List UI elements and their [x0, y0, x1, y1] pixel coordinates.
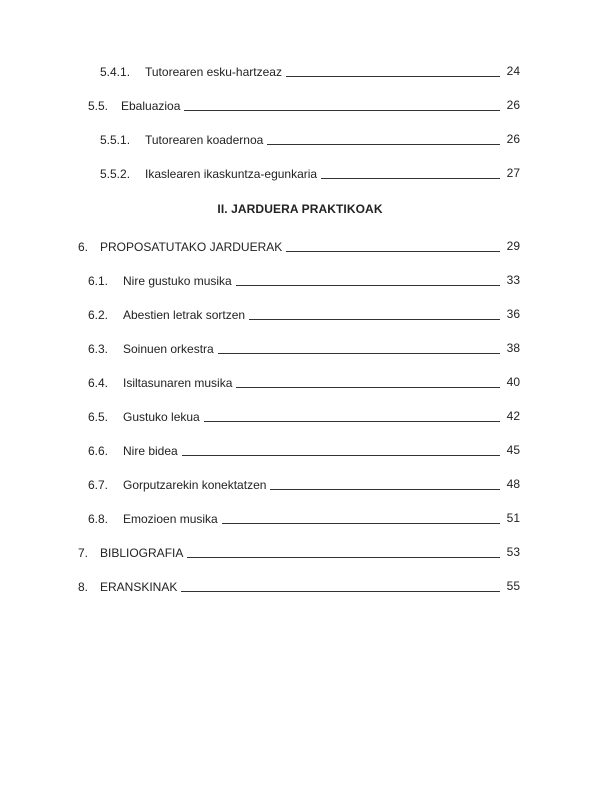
- toc-entry-page: 27: [506, 166, 520, 180]
- toc-leader-line: [236, 387, 500, 388]
- toc-entry-number: 6.4.: [88, 376, 109, 390]
- toc-entry: [78, 579, 500, 595]
- toc-entry-page: 45: [506, 443, 520, 457]
- toc-entry-page: 40: [506, 375, 520, 389]
- toc-leader-line: [222, 523, 500, 524]
- toc-entry-title: Tutorearen koadernoa: [145, 133, 264, 147]
- toc-entry-title: Soinuen orkestra: [123, 342, 214, 356]
- toc-leader-line: [187, 557, 500, 558]
- toc-entry-page: 24: [506, 64, 520, 78]
- toc-leader-line: [218, 353, 500, 354]
- toc-entry-number: 6.: [78, 240, 89, 254]
- toc-entry-page: 42: [506, 409, 520, 423]
- toc-entry-title: Ebaluazioa: [121, 99, 181, 113]
- toc-entry-number: 5.5.1.: [100, 133, 131, 147]
- toc-entry-number: 5.5.: [88, 99, 109, 113]
- toc-entry-title: Isiltasunaren musika: [123, 376, 233, 390]
- toc-leader-line: [321, 178, 500, 179]
- toc-leader-line: [184, 110, 500, 111]
- toc-leader-line: [267, 144, 500, 145]
- toc-entry-number: 6.8.: [88, 512, 109, 526]
- toc-entry-page: 33: [506, 273, 520, 287]
- toc-entry-number: 5.4.1.: [100, 65, 131, 79]
- toc-entry-number: 6.1.: [88, 274, 109, 288]
- toc-leader-line: [182, 455, 500, 456]
- toc-entry: [88, 273, 500, 289]
- toc-entry-number: 6.6.: [88, 444, 109, 458]
- toc-entry-title: Nire bidea: [123, 444, 178, 458]
- toc-entry: [88, 307, 500, 323]
- toc-entry-title: Tutorearen esku-hartzeaz: [145, 65, 282, 79]
- toc-entry-page: 38: [506, 341, 520, 355]
- toc-entry-title: Abestien letrak sortzen: [123, 308, 246, 322]
- toc-entry: [100, 166, 500, 182]
- toc-entry-number: 7.: [78, 546, 89, 560]
- toc-entry-number: 5.5.2.: [100, 167, 131, 181]
- toc-entry: [78, 239, 500, 255]
- toc-entry-title: ERANSKINAK: [100, 580, 178, 594]
- toc-entry-number: 6.2.: [88, 308, 109, 322]
- toc-entry-title: Emozioen musika: [123, 512, 218, 526]
- toc-entry-page: 48: [506, 477, 520, 491]
- toc-entry-page: 55: [506, 579, 520, 593]
- toc-entry-title: Ikaslearen ikaskuntza-egunkaria: [145, 167, 318, 181]
- toc-entry-title: Gustuko lekua: [123, 410, 200, 424]
- toc-entry: [88, 409, 500, 425]
- toc-entry-number: 8.: [78, 580, 89, 594]
- toc-entry: [88, 477, 500, 493]
- section-heading: II. JARDUERA PRAKTIKOAK: [217, 202, 383, 216]
- toc-entry: [88, 341, 500, 357]
- toc-leader-line: [286, 76, 500, 77]
- toc-entry-title: BIBLIOGRAFIA: [100, 546, 184, 560]
- toc-entry: [88, 511, 500, 527]
- toc-entry-title: PROPOSATUTAKO JARDUERAK: [100, 240, 283, 254]
- toc-entry-title: Gorputzarekin konektatzen: [123, 478, 267, 492]
- toc-entry-page: 53: [506, 545, 520, 559]
- toc-entry-page: 26: [506, 98, 520, 112]
- toc-entry: [100, 132, 500, 148]
- toc-entry-page: 29: [506, 239, 520, 253]
- toc-entry-page: 36: [506, 307, 520, 321]
- toc-entry-page: 26: [506, 132, 520, 146]
- toc-entry: [78, 545, 500, 561]
- toc-entry-number: 6.7.: [88, 478, 109, 492]
- toc-entry-number: 6.5.: [88, 410, 109, 424]
- toc-entry: [100, 64, 500, 80]
- toc-leader-line: [204, 421, 500, 422]
- toc-entry-page: 51: [506, 511, 520, 525]
- toc-leader-line: [249, 319, 500, 320]
- toc-entry: [88, 375, 500, 391]
- toc-leader-line: [181, 591, 500, 592]
- toc-leader-line: [270, 489, 500, 490]
- toc-entry: [88, 443, 500, 459]
- toc-leader-line: [286, 251, 500, 252]
- toc-leader-line: [236, 285, 500, 286]
- toc-entry-number: 6.3.: [88, 342, 109, 356]
- toc-entry: [88, 98, 500, 114]
- toc-entry-title: Nire gustuko musika: [123, 274, 232, 288]
